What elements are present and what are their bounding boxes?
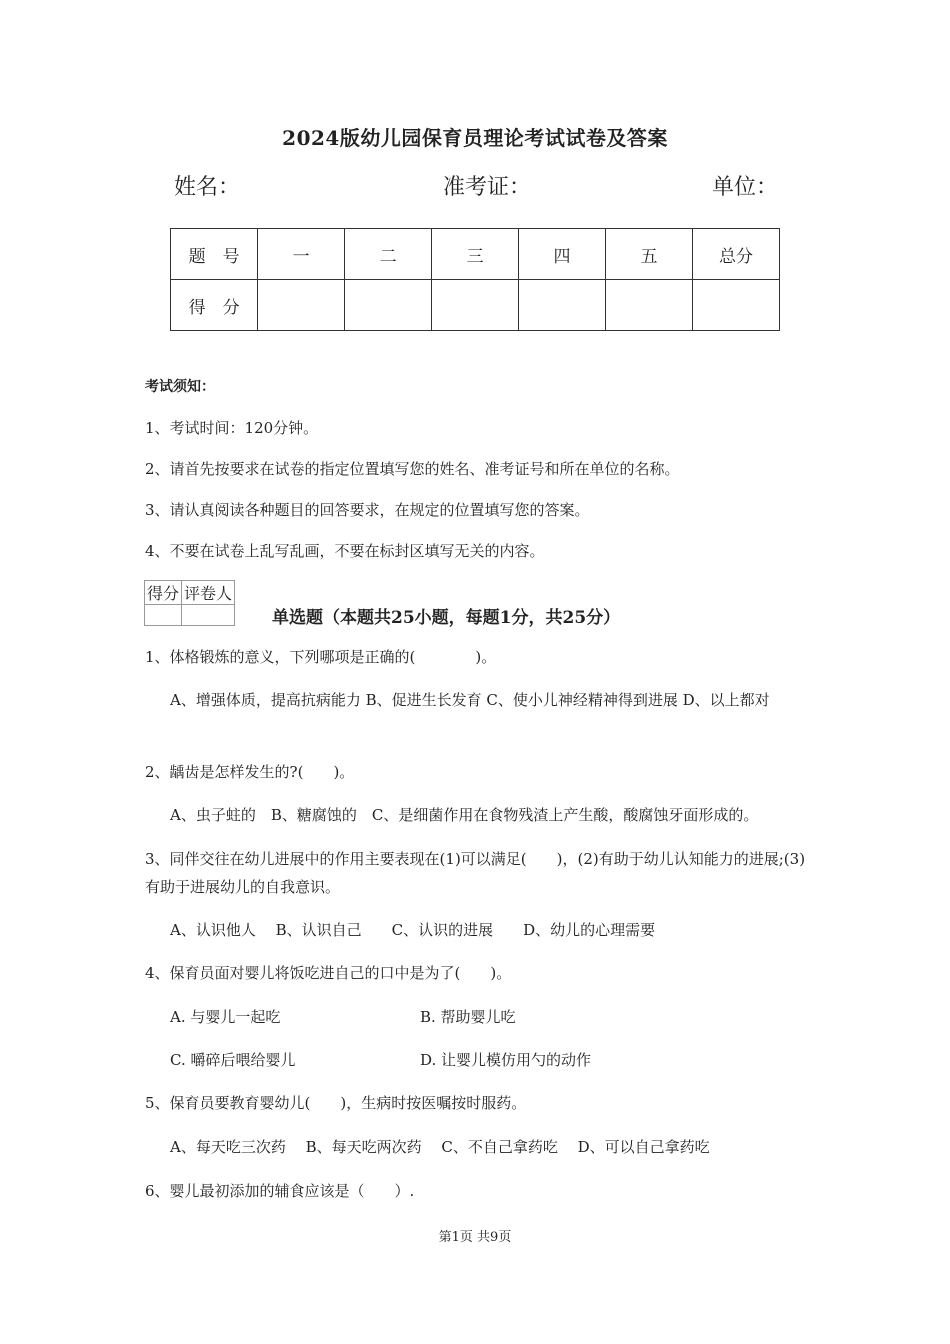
question-2-options: A、虫子蛀的 B、糖腐蚀的 C、是细菌作用在食物残渣上产生酸，酸腐蚀牙面形成的。 [170,806,759,824]
score-table [170,228,780,331]
notice-item: 3、请认真阅读各种题目的回答要求，在规定的位置填写您的答案。 [145,501,590,519]
name-label: 姓名： [174,175,241,200]
score-header-cell: 题 号 [171,229,258,280]
question-5-options: A、每天吃三次药 B、每天吃两次药 C、不自己拿药吃 D、可以自己拿药吃 [170,1138,710,1156]
score-row-label: 得 分 [171,280,258,331]
score-input-cell[interactable] [692,280,779,331]
grader-name-label: 评卷人 [182,581,235,605]
question-3-options: A、认识他人 B、认识自己 C、认识的进展 D、幼儿的心理需要 [170,921,656,939]
grader-score-cell[interactable] [145,605,182,626]
question-2: 2、龋齿是怎样发生的?( )。 [145,763,355,781]
candidate-info-row [0,170,950,204]
question-5: 5、保育员要教育婴幼儿( )，生病时按医嘱按时服药。 [145,1094,527,1112]
score-header-cell: 总分 [692,229,779,280]
question-3: 3、同伴交往在幼儿进展中的作用主要表现在(1)可以满足( )，(2)有助于幼儿认知能力的进展;(3)有助于进展幼儿的自我意识。 [145,850,806,896]
question-4-option-d: D. 让婴儿模仿用勺的动作 [420,1051,592,1069]
unit-label: 单位： [712,175,779,200]
question-1-options: A、增强体质，提高抗病能力 B、促进生长发育 C、使小儿神经精神得到进展 D、以上都对 [170,691,770,709]
grader-box [144,580,235,626]
page-title: 2024版幼儿园保育员理论考试试卷及答案 [282,126,668,150]
notice-item: 1、考试时间：120分钟。 [145,419,319,437]
score-header-cell: 二 [345,229,432,280]
grader-name-cell[interactable] [182,605,235,626]
score-table-score-row [171,280,780,331]
score-input-cell[interactable] [432,280,519,331]
score-header-cell: 五 [606,229,693,280]
question-6: 6、婴儿最初添加的辅食应该是（ ）. [145,1182,415,1200]
question-1: 1、体格锻炼的意义，下列哪项是正确的( )。 [145,648,497,666]
score-table-header-row [171,229,780,280]
score-input-cell[interactable] [258,280,345,331]
score-input-cell[interactable] [606,280,693,331]
question-4-option-c: C. 嚼碎后喂给婴儿 [170,1051,296,1069]
question-4-option-b: B. 帮助婴儿吃 [420,1008,516,1026]
question-4-option-a: A. 与婴儿一起吃 [170,1008,281,1026]
exam-id-label: 准考证： [443,175,532,200]
notice-item: 4、不要在试卷上乱写乱画，不要在标封区填写无关的内容。 [145,542,545,560]
section-title: 单选题（本题共25小题，每题1分，共25分） [272,608,621,628]
score-header-cell: 一 [258,229,345,280]
score-header-cell: 三 [432,229,519,280]
page-footer: 第1页 共9页 [438,1230,512,1245]
score-header-cell: 四 [519,229,606,280]
notice-heading: 考试须知： [145,379,215,395]
score-input-cell[interactable] [345,280,432,331]
notice-item: 2、请首先按要求在试卷的指定位置填写您的姓名、准考证号和所在单位的名称。 [145,460,680,478]
score-input-cell[interactable] [519,280,606,331]
question-4: 4、保育员面对婴儿将饭吃进自己的口中是为了( )。 [145,964,512,982]
grader-score-label: 得分 [145,581,182,605]
